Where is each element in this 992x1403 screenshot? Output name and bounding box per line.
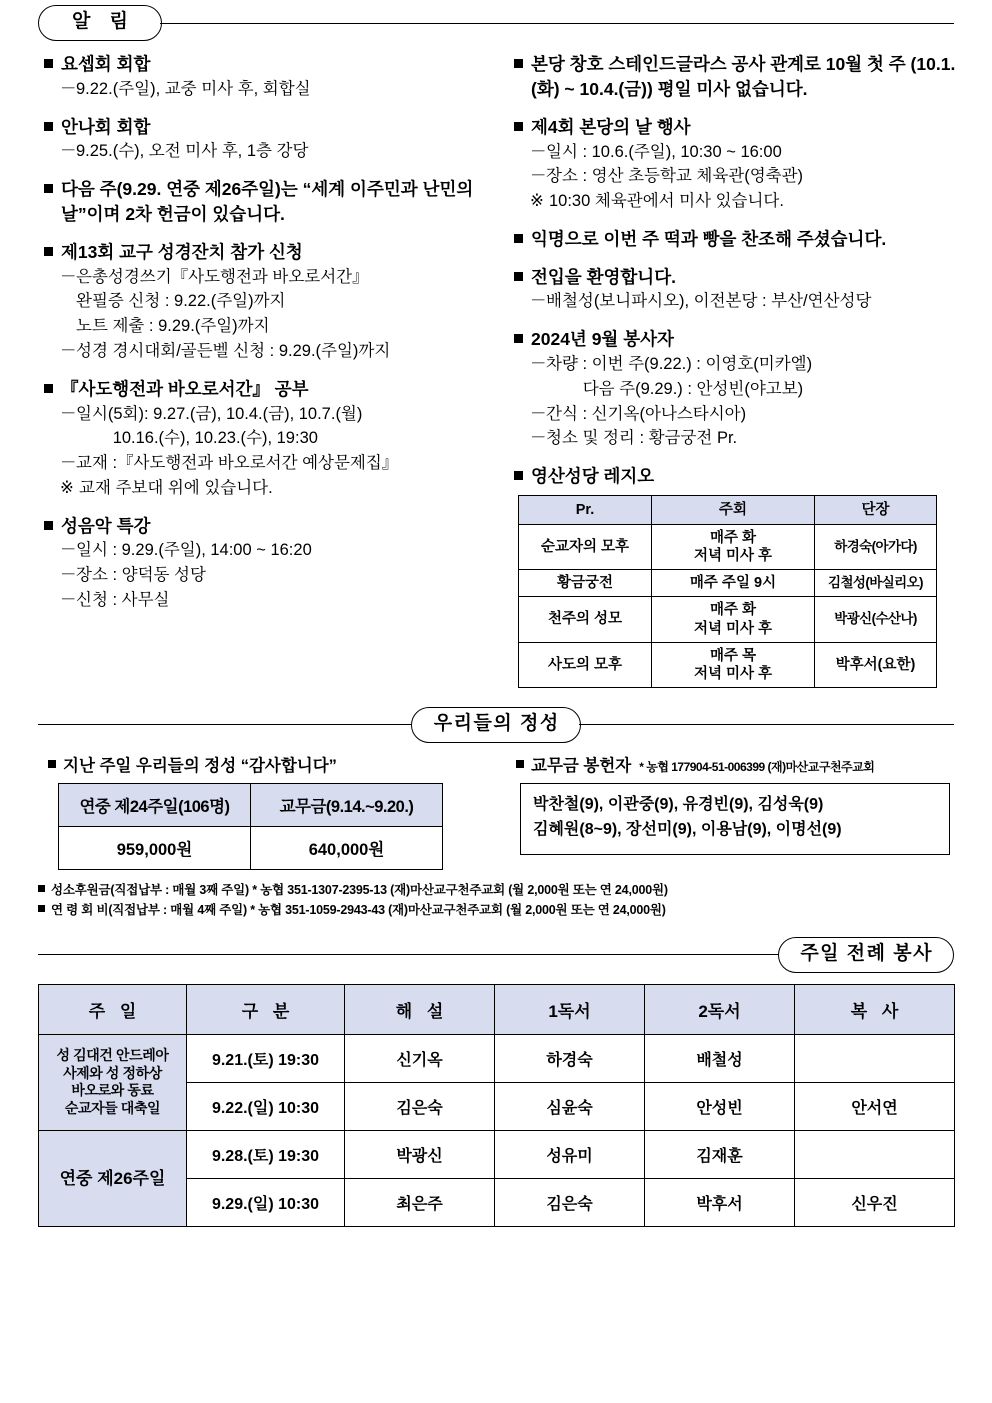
offering-summary-table: [58, 783, 443, 870]
table-row: [39, 1034, 955, 1082]
notice-heading-text: 요셉회 회합: [61, 54, 151, 74]
fineprint-row: [38, 880, 954, 900]
liturgy-reading1-cell: 하경숙: [495, 1034, 645, 1082]
notice-heading: [500, 115, 962, 140]
liturgy-header-cell: 1독서: [495, 984, 645, 1034]
notice-section-header: [38, 0, 954, 46]
liturgy-header-cell: 구 분: [187, 984, 345, 1034]
notice-subline-text: 성경 경시대회/골든벨 신청 : 9.29.(주일)까지: [76, 341, 391, 360]
liturgy-reading2-cell: 안성빈: [645, 1082, 795, 1130]
summary-header-cell: 연중 제24주일(106명): [59, 783, 251, 826]
liturgy-server-cell: [795, 1034, 955, 1082]
legio-leader-cell: 박광신(수산나): [815, 597, 937, 642]
notice-heading-text: 제4회 본당의 날 행사: [531, 116, 691, 137]
notice-heading: [30, 240, 492, 265]
liturgy-time-cell: 9.29.(일) 10:30: [187, 1178, 345, 1226]
bullet-square-icon: [514, 122, 523, 131]
liturgy-server-cell: 안서연: [795, 1082, 955, 1130]
bullet-square-icon: [44, 247, 53, 256]
bullet-square-icon: [44, 521, 53, 530]
offering-right-title-text: 교무금 봉헌자: [531, 756, 632, 775]
notice-subline: [30, 451, 492, 476]
liturgy-commentator-cell: 신기옥: [345, 1034, 495, 1082]
summary-header-cell: 교무금(9.14.~9.20.): [251, 783, 443, 826]
table-row: [519, 525, 937, 570]
liturgy-reading2-cell: 배철성: [645, 1034, 795, 1082]
liturgy-server-cell: 신우진: [795, 1178, 955, 1226]
notice-subline-text: 장소 : 양덕동 성당: [76, 566, 206, 585]
notice-heading-text: 『사도행전과 바오로서간』 공부: [61, 378, 309, 399]
header-rule-left: [38, 724, 413, 725]
notice-subline: [30, 139, 492, 164]
notice-subline-text: 일시 : 9.29.(주일), 14:00 ~ 16:20: [76, 541, 312, 560]
bullet-square-icon: [44, 122, 53, 131]
bullet-square-icon: [48, 760, 56, 768]
offering-right-title: [498, 752, 962, 776]
bullet-square-icon: [44, 184, 53, 193]
notice-subline-text: 다음 주(9.29.) : 안성빈(야고보): [546, 379, 804, 398]
bullet-square-icon: [38, 905, 45, 912]
liturgy-commentator-cell: 최은주: [345, 1178, 495, 1226]
notice-heading: [30, 377, 492, 402]
notice-item: [500, 52, 962, 102]
legio-pr-cell: 천주의 성모: [519, 597, 652, 642]
liturgy-reading2-cell: 박후서: [645, 1178, 795, 1226]
dash-mark-icon: －: [60, 142, 77, 161]
liturgy-time-cell: 9.21.(토) 19:30: [187, 1034, 345, 1082]
offering-fineprint: [38, 880, 954, 920]
table-row: [519, 570, 937, 597]
legio-heading: [500, 464, 962, 489]
legio-header-cell: 주회: [652, 495, 815, 524]
dash-mark-icon: －: [60, 454, 77, 473]
notice-item: [30, 177, 492, 227]
bullet-square-icon: [514, 334, 523, 343]
table-header-row: [39, 984, 955, 1034]
notice-heading: [500, 327, 962, 352]
notice-subline: [30, 426, 492, 451]
notice-subline-text: 장소 : 영산 초등학교 체육관(영축관): [546, 167, 804, 186]
notice-heading-text: 성음악 특강: [61, 515, 151, 536]
notice-heading: [30, 177, 492, 227]
notice-item: [30, 240, 492, 364]
offering-right: [498, 752, 962, 870]
notice-subline-text: 차량 : 이번 주(9.22.) : 이영호(미카엘): [546, 355, 813, 374]
liturgy-table-wrap: [38, 984, 954, 1227]
bullet-square-icon: [516, 760, 524, 768]
donor-line: 김혜원(8~9), 장선미(9), 이용남(9), 이명선(9): [533, 820, 842, 838]
liturgy-feast-cell: 성 김대건 안드레아 사제와 성 정하상 바오로와 동료 순교자들 대축일: [39, 1034, 187, 1130]
liturgy-reading2-cell: 김재훈: [645, 1130, 795, 1178]
dash-mark-icon: －: [60, 267, 77, 286]
note-mark-icon: ※: [60, 478, 74, 497]
liturgy-commentator-cell: 박광신: [345, 1130, 495, 1178]
notice-item: [30, 52, 492, 102]
table-header-row: [59, 783, 443, 826]
dash-mark-icon: －: [530, 142, 547, 161]
summary-value-cell: 640,000원: [251, 826, 443, 869]
fineprint-text: 성소후원금(직접납부 : 매월 3째 주일) * 농협 351-1307-2395-13 (재)마산교구천주교회 (월 2,000원 또는 연 24,000원): [51, 882, 668, 897]
dash-mark-icon: －: [60, 404, 77, 423]
notice-heading: [500, 265, 962, 290]
notice-subline: [30, 563, 492, 588]
notice-subline-text: 완필증 신청 : 9.22.(주일)까지: [76, 292, 286, 311]
notice-subline: [30, 289, 492, 314]
notice-subline: [30, 588, 492, 613]
notice-subline-text: 10:30 체육관에서 미사 있습니다.: [549, 192, 784, 211]
liturgy-header-cell: 복 사: [795, 984, 955, 1034]
dash-mark-icon: －: [60, 341, 77, 360]
donor-line: 박찬철(9), 이관중(9), 유경빈(9), 김성욱(9): [533, 795, 824, 813]
notice-heading-text: 다음 주(9.29. 연중 제26주일)는 “세계 이주민과 난민의 날”이며 2차 헌금이 있습니다.: [61, 179, 474, 225]
offering-section-title: 우리들의 정성: [411, 707, 580, 743]
dash-mark-icon: －: [530, 429, 547, 448]
notices-right-column: [500, 52, 962, 688]
notice-subline: [500, 289, 962, 314]
notice-subline: [30, 314, 492, 339]
legio-meeting-cell: 매주 목 저녁 미사 후: [652, 642, 815, 687]
legio-header-cell: Pr.: [519, 495, 652, 524]
notice-subline: [500, 352, 962, 377]
notice-subline-text: 일시(5회): 9.27.(금), 10.4.(금), 10.7.(월): [76, 404, 363, 423]
liturgy-header-cell: 주 일: [39, 984, 187, 1034]
notice-subline: [500, 164, 962, 189]
summary-value-cell: 959,000원: [59, 826, 251, 869]
notice-subline-text: 은총성경쓰기『사도행전과 바오로서간』: [76, 267, 369, 286]
notice-heading-text: 제13회 교구 성경잔치 참가 신청: [61, 241, 303, 262]
legio-leader-cell: 김철성(바실리오): [815, 570, 937, 597]
notice-heading: [30, 52, 492, 77]
notice-item: [500, 115, 962, 214]
notice-subline: [500, 377, 962, 402]
dash-mark-icon: －: [530, 167, 547, 186]
dash-mark-icon: －: [60, 79, 77, 98]
header-rule-right: [579, 724, 954, 725]
liturgy-table-body: [39, 1034, 955, 1226]
bullet-square-icon: [38, 885, 45, 892]
notice-subline: [30, 77, 492, 102]
notice-subline-text: 9.22.(주일), 교중 미사 후, 회합실: [76, 79, 311, 98]
notice-heading: [500, 52, 962, 102]
liturgy-reading1-cell: 성유미: [495, 1130, 645, 1178]
notice-subline-text: 배철성(보니파시오), 이전본당 : 부산/연산성당: [546, 292, 872, 311]
dash-mark-icon: －: [530, 404, 547, 423]
notice-subline-text: 10.16.(수), 10.23.(수), 19:30: [76, 429, 318, 448]
notice-item: [30, 514, 492, 613]
notice-item: [500, 327, 962, 451]
notice-subline: [30, 538, 492, 563]
notice-subline-text: 간식 : 신기옥(아나스타시아): [546, 404, 747, 423]
fineprint-text: 연 령 회 비(직접납부 : 매월 4째 주일) * 농협 351-1059-2943-43 (재)마산교구천주교회 (월 2,000원 또는 연 24,000원): [51, 902, 666, 917]
notice-heading: [30, 115, 492, 140]
notice-subline: [500, 402, 962, 427]
table-row: [59, 826, 443, 869]
liturgy-header-cell: 해 설: [345, 984, 495, 1034]
legio-block: [500, 464, 962, 688]
notice-subline-text: 노트 제출 : 9.29.(주일)까지: [76, 317, 270, 336]
legio-table-wrap: [500, 495, 962, 688]
notice-subline-text: 9.25.(수), 오전 미사 후, 1층 강당: [76, 142, 309, 161]
legio-meeting-cell: 매주 화 저녁 미사 후: [652, 525, 815, 570]
notice-item: [500, 227, 962, 252]
legio-header-cell: 단장: [815, 495, 937, 524]
liturgy-time-cell: 9.22.(일) 10:30: [187, 1082, 345, 1130]
notice-item: [30, 115, 492, 165]
legio-leader-cell: 하경숙(아가다): [815, 525, 937, 570]
liturgy-commentator-cell: 김은숙: [345, 1082, 495, 1130]
legio-pr-cell: 사도의 모후: [519, 642, 652, 687]
bullet-square-icon: [514, 471, 523, 480]
legio-meeting-cell: 매주 화 저녁 미사 후: [652, 597, 815, 642]
table-header-row: [519, 495, 937, 524]
notice-subline: [500, 140, 962, 165]
bullet-square-icon: [514, 234, 523, 243]
table-row: [519, 642, 937, 687]
notice-subline-text: 신청 : 사무실: [76, 590, 170, 609]
header-rule: [38, 954, 780, 955]
notices-left-column: [30, 52, 492, 688]
liturgy-section-title: 주일 전례 봉사: [778, 937, 954, 973]
notice-subline-text: 일시 : 10.6.(주일), 10:30 ~ 16:00: [546, 142, 782, 161]
notice-subline-text: 청소 및 정리 : 황금궁전 Pr.: [546, 429, 738, 448]
offering-left-title-text: 지난 주일 우리들의 정성 “감사합니다”: [63, 756, 337, 775]
dash-mark-icon: －: [60, 590, 77, 609]
bullet-square-icon: [514, 272, 523, 281]
notice-subline: [30, 339, 492, 364]
note-mark-icon: ※: [530, 192, 544, 211]
liturgy-table: [38, 984, 955, 1227]
notice-heading-text: 2024년 9월 봉사자: [531, 329, 674, 350]
table-row: [39, 1130, 955, 1178]
donors-box: [520, 783, 950, 855]
bullet-square-icon: [44, 384, 53, 393]
notice-subline: [30, 402, 492, 427]
notice-subline: [30, 476, 492, 501]
liturgy-server-cell: [795, 1130, 955, 1178]
legio-pr-cell: 순교자의 모후: [519, 525, 652, 570]
bullet-square-icon: [514, 59, 523, 68]
notice-subline: [30, 265, 492, 290]
notices-columns: [30, 52, 962, 688]
offering-left: [30, 752, 494, 870]
notice-section-title: 알 림: [38, 5, 162, 41]
dash-mark-icon: －: [530, 292, 547, 311]
liturgy-section-header: [38, 932, 954, 978]
notice-heading: [30, 514, 492, 539]
dash-mark-icon: －: [530, 355, 547, 374]
notice-heading: [500, 227, 962, 252]
dash-mark-icon: －: [60, 566, 77, 585]
notice-heading-text: 익명으로 이번 주 떡과 빵을 찬조해 주셨습니다.: [531, 228, 887, 249]
table-row: [519, 597, 937, 642]
notice-subline: [500, 189, 962, 214]
liturgy-feast-cell: 연중 제26주일: [39, 1130, 187, 1226]
liturgy-reading1-cell: 김은숙: [495, 1178, 645, 1226]
liturgy-header-cell: 2독서: [645, 984, 795, 1034]
liturgy-reading1-cell: 심윤숙: [495, 1082, 645, 1130]
dash-mark-icon: －: [60, 541, 77, 560]
notice-subline-text: 교재 주보대 위에 있습니다.: [79, 478, 273, 497]
header-rule: [160, 23, 954, 24]
legio-table: [518, 495, 937, 688]
offering-left-title: [30, 752, 494, 776]
offering-account-note: * 농협 177904-51-006399 (재)마산교구천주교회: [639, 759, 875, 774]
notice-item: [30, 377, 492, 501]
liturgy-time-cell: 9.28.(토) 19:30: [187, 1130, 345, 1178]
notice-item: [500, 265, 962, 315]
fineprint-row: [38, 900, 954, 920]
legio-pr-cell: 황금궁전: [519, 570, 652, 597]
notice-subline: [500, 426, 962, 451]
offering-columns: [30, 752, 962, 870]
notice-heading-text: 본당 창호 스테인드글라스 공사 관계로 10월 첫 주 (10.1.(화) ~ 10.4.(금)) 평일 미사 없습니다.: [531, 54, 956, 99]
legio-leader-cell: 박후서(요한): [815, 642, 937, 687]
notice-heading-text: 안나회 회합: [61, 116, 151, 137]
legio-heading-text: 영산성당 레지오: [531, 466, 655, 487]
offering-section-header: [38, 702, 954, 748]
legio-meeting-cell: 매주 주일 9시: [652, 570, 815, 597]
bullet-square-icon: [44, 59, 53, 68]
notice-heading-text: 전입을 환영합니다.: [531, 266, 676, 287]
notice-subline-text: 교재 :『사도행전과 바오로서간 예상문제집』: [76, 454, 399, 473]
